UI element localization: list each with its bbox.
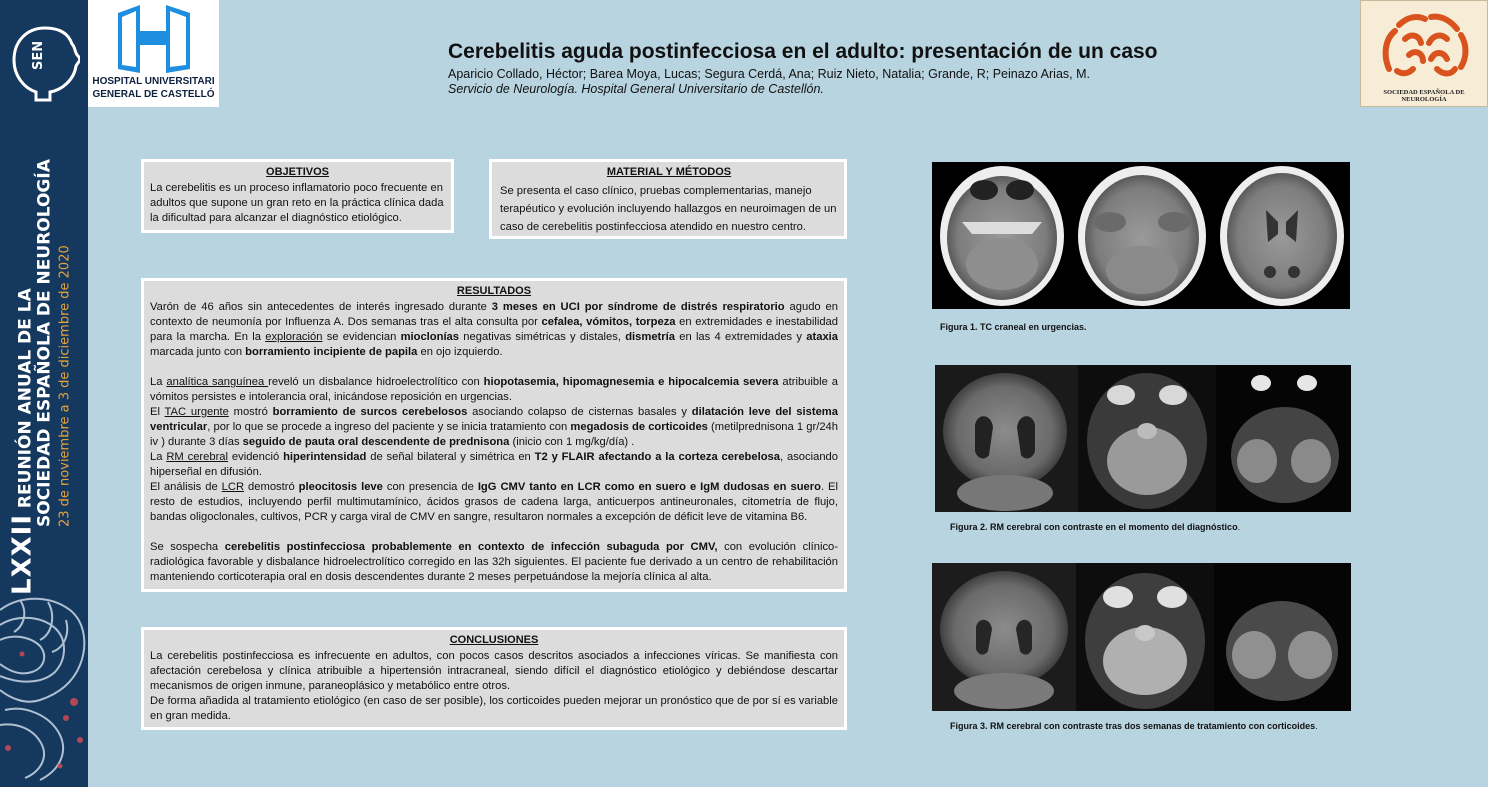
poster-title: Cerebelitis aguda postinfecciosa en el adulto: presentación de un caso	[448, 40, 1158, 63]
mri-axial-t2	[1078, 365, 1216, 512]
figure-3-mri-scans	[932, 563, 1351, 711]
hospital-name-line2: GENERAL DE CASTELLÓ	[92, 89, 215, 100]
conference-sidebar	[0, 0, 88, 787]
conference-edition: LXXII	[7, 513, 38, 595]
resultados-section	[141, 278, 847, 592]
resultados-paragraph-2: La analítica sanguínea reveló un disbalance hidroelectrolítico con hiopotasemia, hipomagnesemia e hipocalcemia severa atribuible a vómitos persistes e intolerancia oral, inicándose reposición en urgencias.	[150, 376, 838, 403]
resultados-paragraph-3: El TAC urgente mostró borramiento de surcos cerebelosos asociando colapso de cisternas basales y dilatación leve del sistema ventricular, por lo que se procede a ingreso del paciente y se inicia tratamiento con megadosis de corticoides (metilprednisona 1 gr/24h iv ) durante 3 días seguido de pauta oral descendente de prednisona (inicio con 1 mg/kg/día) .	[150, 406, 838, 448]
conclusiones-heading: CONCLUSIONES	[449, 634, 539, 646]
poster-authors: Aparicio Collado, Héctor; Barea Moya, Lucas; Segura Cerdá, Ana; Ruiz Nieto, Natalia; Grande, R; Peinazo Arias, M.	[448, 67, 1090, 81]
hospital-logo	[88, 0, 219, 107]
resultados-heading: RESULTADOS	[456, 285, 532, 297]
resultados-paragraph-4: La RM cerebral evidenció hiperintensidad de señal bilateral y simétrica en T2 y FLAIR afectando a la corteza cerebelosa, asociando hiperseñal en difusión.	[150, 451, 838, 478]
objetivos-heading: OBJETIVOS	[266, 166, 329, 178]
resultados-paragraph-1: Varón de 46 años sin antecedentes de interés ingresado durante 3 meses en UCI por síndrome de distrés respiratorio agudo en contexto de neumonía por Influenza A. Dos semanas tras el alta consulta por cefalea, vómitos, torpeza en extremidades e inestabilidad para la marcha. En la exploración se evidencian mioclonías negativas simétricas y distales, dismetría en las 4 extremidades y ataxia marcada junto con borramiento incipiente de papila en ojo izquierdo.	[150, 301, 839, 358]
sen-logo-text: SEN	[31, 40, 46, 70]
conclusiones-section	[141, 627, 847, 730]
mri-followup-coronal	[932, 563, 1076, 711]
ct-slice-2	[1078, 166, 1206, 306]
brain-decoration-icon	[0, 590, 88, 787]
mri-followup-t2	[1076, 563, 1214, 711]
hospital-h-icon	[110, 5, 198, 73]
figure-2-caption: Figura 2. RM cerebral con contraste en el momento del diagnóstico.	[950, 522, 1241, 532]
objetivos-section	[141, 159, 454, 233]
conclusiones-paragraph-2: De forma añadida al tratamiento etiológico (en caso de ser posible), los corticoides pueden mejorar un pronóstico que de por sí es variable en gran medida.	[150, 695, 838, 722]
material-heading: MATERIAL Y MÉTODOS	[606, 166, 732, 178]
objetivos-text: La cerebelitis es un proceso inflamatorio poco frecuente en adultos que supone un gran reto en la práctica clínica dada la dificultad para alcanzar el diagnóstico etiológico.	[150, 182, 444, 224]
mri-axial-dwi	[1216, 365, 1351, 512]
society-brain-icon	[1375, 9, 1475, 89]
conclusiones-paragraph-1: La cerebelitis postinfecciosa es infrecuente en adultos, con pocos casos descritos asociados a infecciones víricas. Se manifiesta con afectación cerebelosa y clínica atribuible a hipertensión intracraneal, siendo difícil el diagnóstico etiológico y debiéndose descartar mecanismos de origen inmune, paraneoplásico y metabólico entre otros.	[150, 650, 838, 692]
figure-2-mri-scans	[935, 365, 1351, 512]
material-text: Se presenta el caso clínico, pruebas complementarias, manejo terapéutico y evolución incluyendo hallazgos en neuroimagen de un caso de cerebelitis postinfecciosa atendido en nuestro centro.	[500, 185, 837, 233]
conference-line1: REUNIÓN ANUAL DE LA	[15, 288, 36, 509]
poster-affiliation: Servicio de Neurología. Hospital General Universitario de Castellón.	[448, 82, 824, 96]
society-logo	[1360, 0, 1488, 107]
conference-line2: SOCIEDAD ESPAÑOLA DE NEUROLOGÍA	[34, 159, 55, 527]
ct-slice-3	[1220, 166, 1344, 306]
resultados-paragraph-6: Se sospecha cerebelitis postinfecciosa probablemente en contexto de infección subaguda por CMV, con evolución clínico-radiológica favorable y disbalance hidroelectrolítico corregido en las 32h siguientes. El paciente fue derivado a un centro de rehabilitación manteniendo corticoterapia oral en dosis descendentes durante 2 meses perpetuándose la mejoría clínica al alta.	[150, 541, 839, 583]
conference-title	[7, 159, 75, 595]
hospital-name-line1: HOSPITAL UNIVERSITARI	[92, 76, 215, 87]
material-metodos-section	[489, 159, 847, 239]
mri-coronal-flair	[935, 365, 1078, 512]
society-name: SOCIEDAD ESPAÑOLA DE NEUROLOGÍA	[1383, 89, 1465, 103]
conference-dates: 23 de noviembre a 3 de diciembre de 2020	[57, 245, 73, 527]
resultados-paragraph-5: El análisis de LCR demostró pleocitosis leve con presencia de IgG CMV tanto en LCR como en suero e IgM dudosas en suero. El resto de estudios, incluyendo perfil multimutamínico, ácidos grasos de cadena larga, anticuerpos antineuronales, citometría de flujo, bandas oligoclonales, cultivos, PCR y carga viral de CMV en sangre, resultaron normales a excepción de déficit leve de vitamina B6.	[150, 481, 838, 523]
figure-1-caption: Figura 1. TC craneal en urgencias.	[940, 322, 1087, 332]
ct-slice-1	[940, 166, 1064, 306]
figure-1-ct-scans	[932, 162, 1350, 309]
figure-3-caption: Figura 3. RM cerebral con contraste tras dos semanas de tratamiento con corticoides.	[950, 721, 1318, 731]
mri-followup-dwi	[1214, 563, 1351, 711]
